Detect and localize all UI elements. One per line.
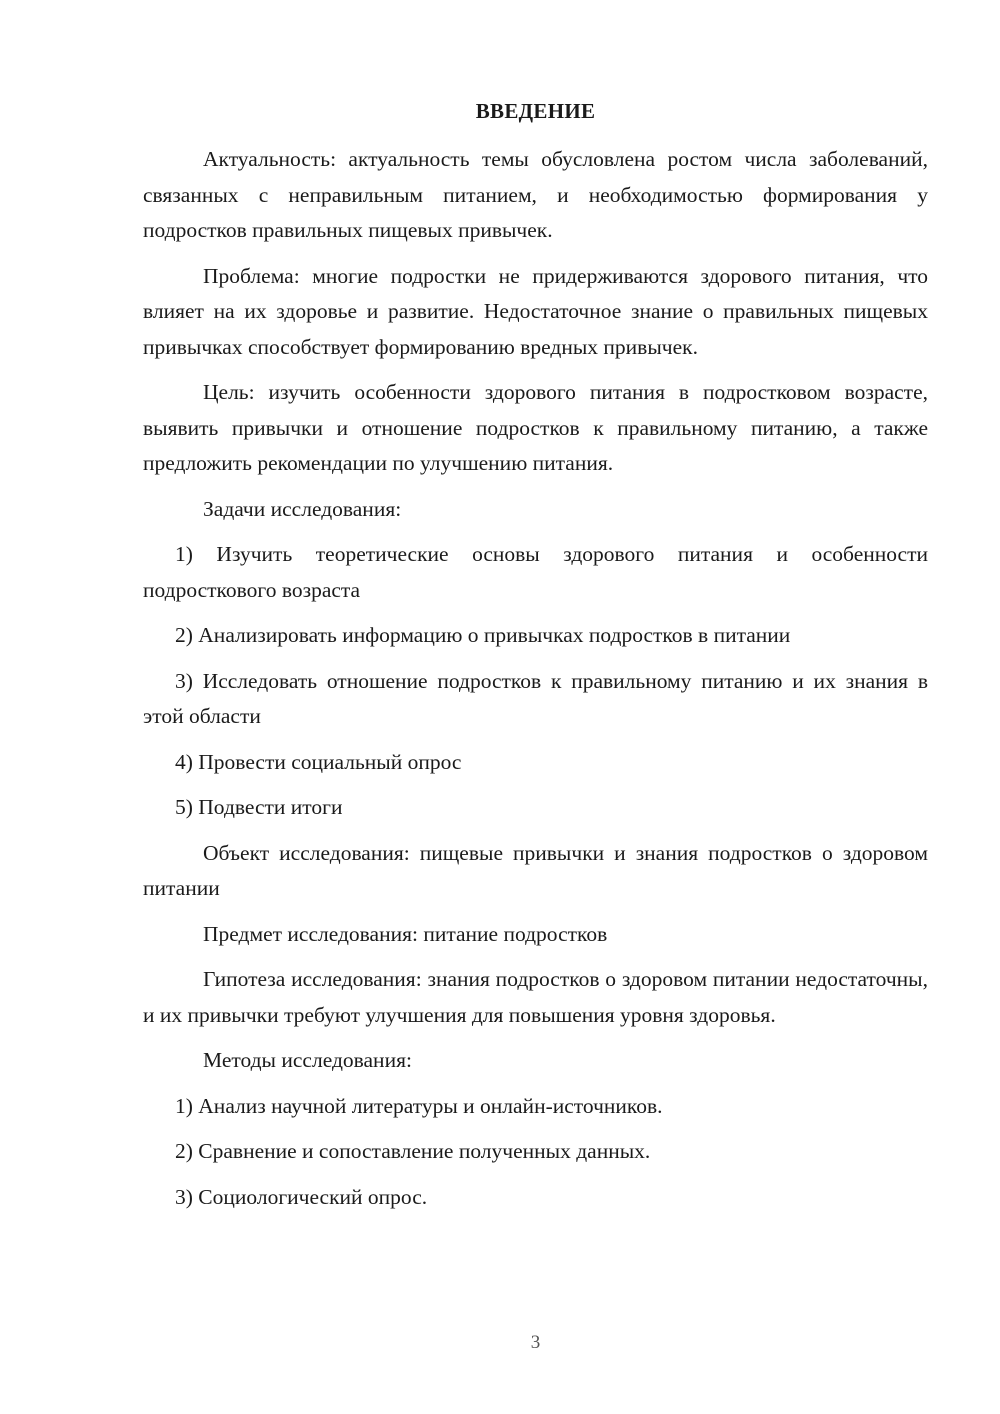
section-title: ВВЕДЕНИЕ	[475, 99, 596, 123]
subject-paragraph: Предмет исследования: питание подростков	[203, 921, 608, 946]
hypothesis-paragraph: Гипотеза исследования: знания подростков о здоровом питании недостаточны, и их привычки требуют улучшения для повышения уровня здоровья.	[143, 967, 928, 1027]
task-item: 4) Провести социальный опрос	[175, 749, 462, 774]
methods-heading: Методы исследования:	[203, 1048, 412, 1072]
relevance-paragraph: Актуальность: актуальность темы обусловлена ростом числа заболеваний, связанных с неправильным питанием, и необходимостью формирования у подростков правильных пищевых привычек.	[143, 147, 928, 242]
method-item: 2) Сравнение и сопоставление полученных данных.	[175, 1139, 651, 1163]
task-item: 1) Изучить теоретические основы здорового питания и особенности подросткового возраста	[143, 542, 928, 602]
method-item: 1) Анализ научной литературы и онлайн-источников.	[175, 1093, 663, 1118]
object-paragraph: Объект исследования: пищевые привычки и знания подростков о здоровом питании	[143, 840, 928, 900]
tasks-heading: Задачи исследования:	[203, 496, 402, 521]
page-number: 3	[530, 1332, 541, 1353]
task-item: 3) Исследовать отношение подростков к правильному питанию и их знания в этой области	[143, 668, 928, 728]
task-item: 2) Анализировать информацию о привычках подростков в питании	[175, 623, 791, 647]
method-item: 3) Социологический опрос.	[175, 1184, 428, 1209]
task-item: 5) Подвести итоги	[175, 795, 343, 819]
goal-paragraph: Цель: изучить особенности здорового питания в подростковом возрасте, выявить привычки и отношение подростков к правильному питанию, а также предложить рекомендации по улучшению питания.	[143, 380, 928, 475]
problem-paragraph: Проблема: многие подростки не придерживаются здорового питания, что влияет на их здоровье и развитие. Недостаточное знание о правильных пищевых привычках способствует формированию вредных привычек.	[143, 263, 928, 359]
document-body	[143, 142, 928, 1225]
document-page	[143, 0, 928, 1414]
